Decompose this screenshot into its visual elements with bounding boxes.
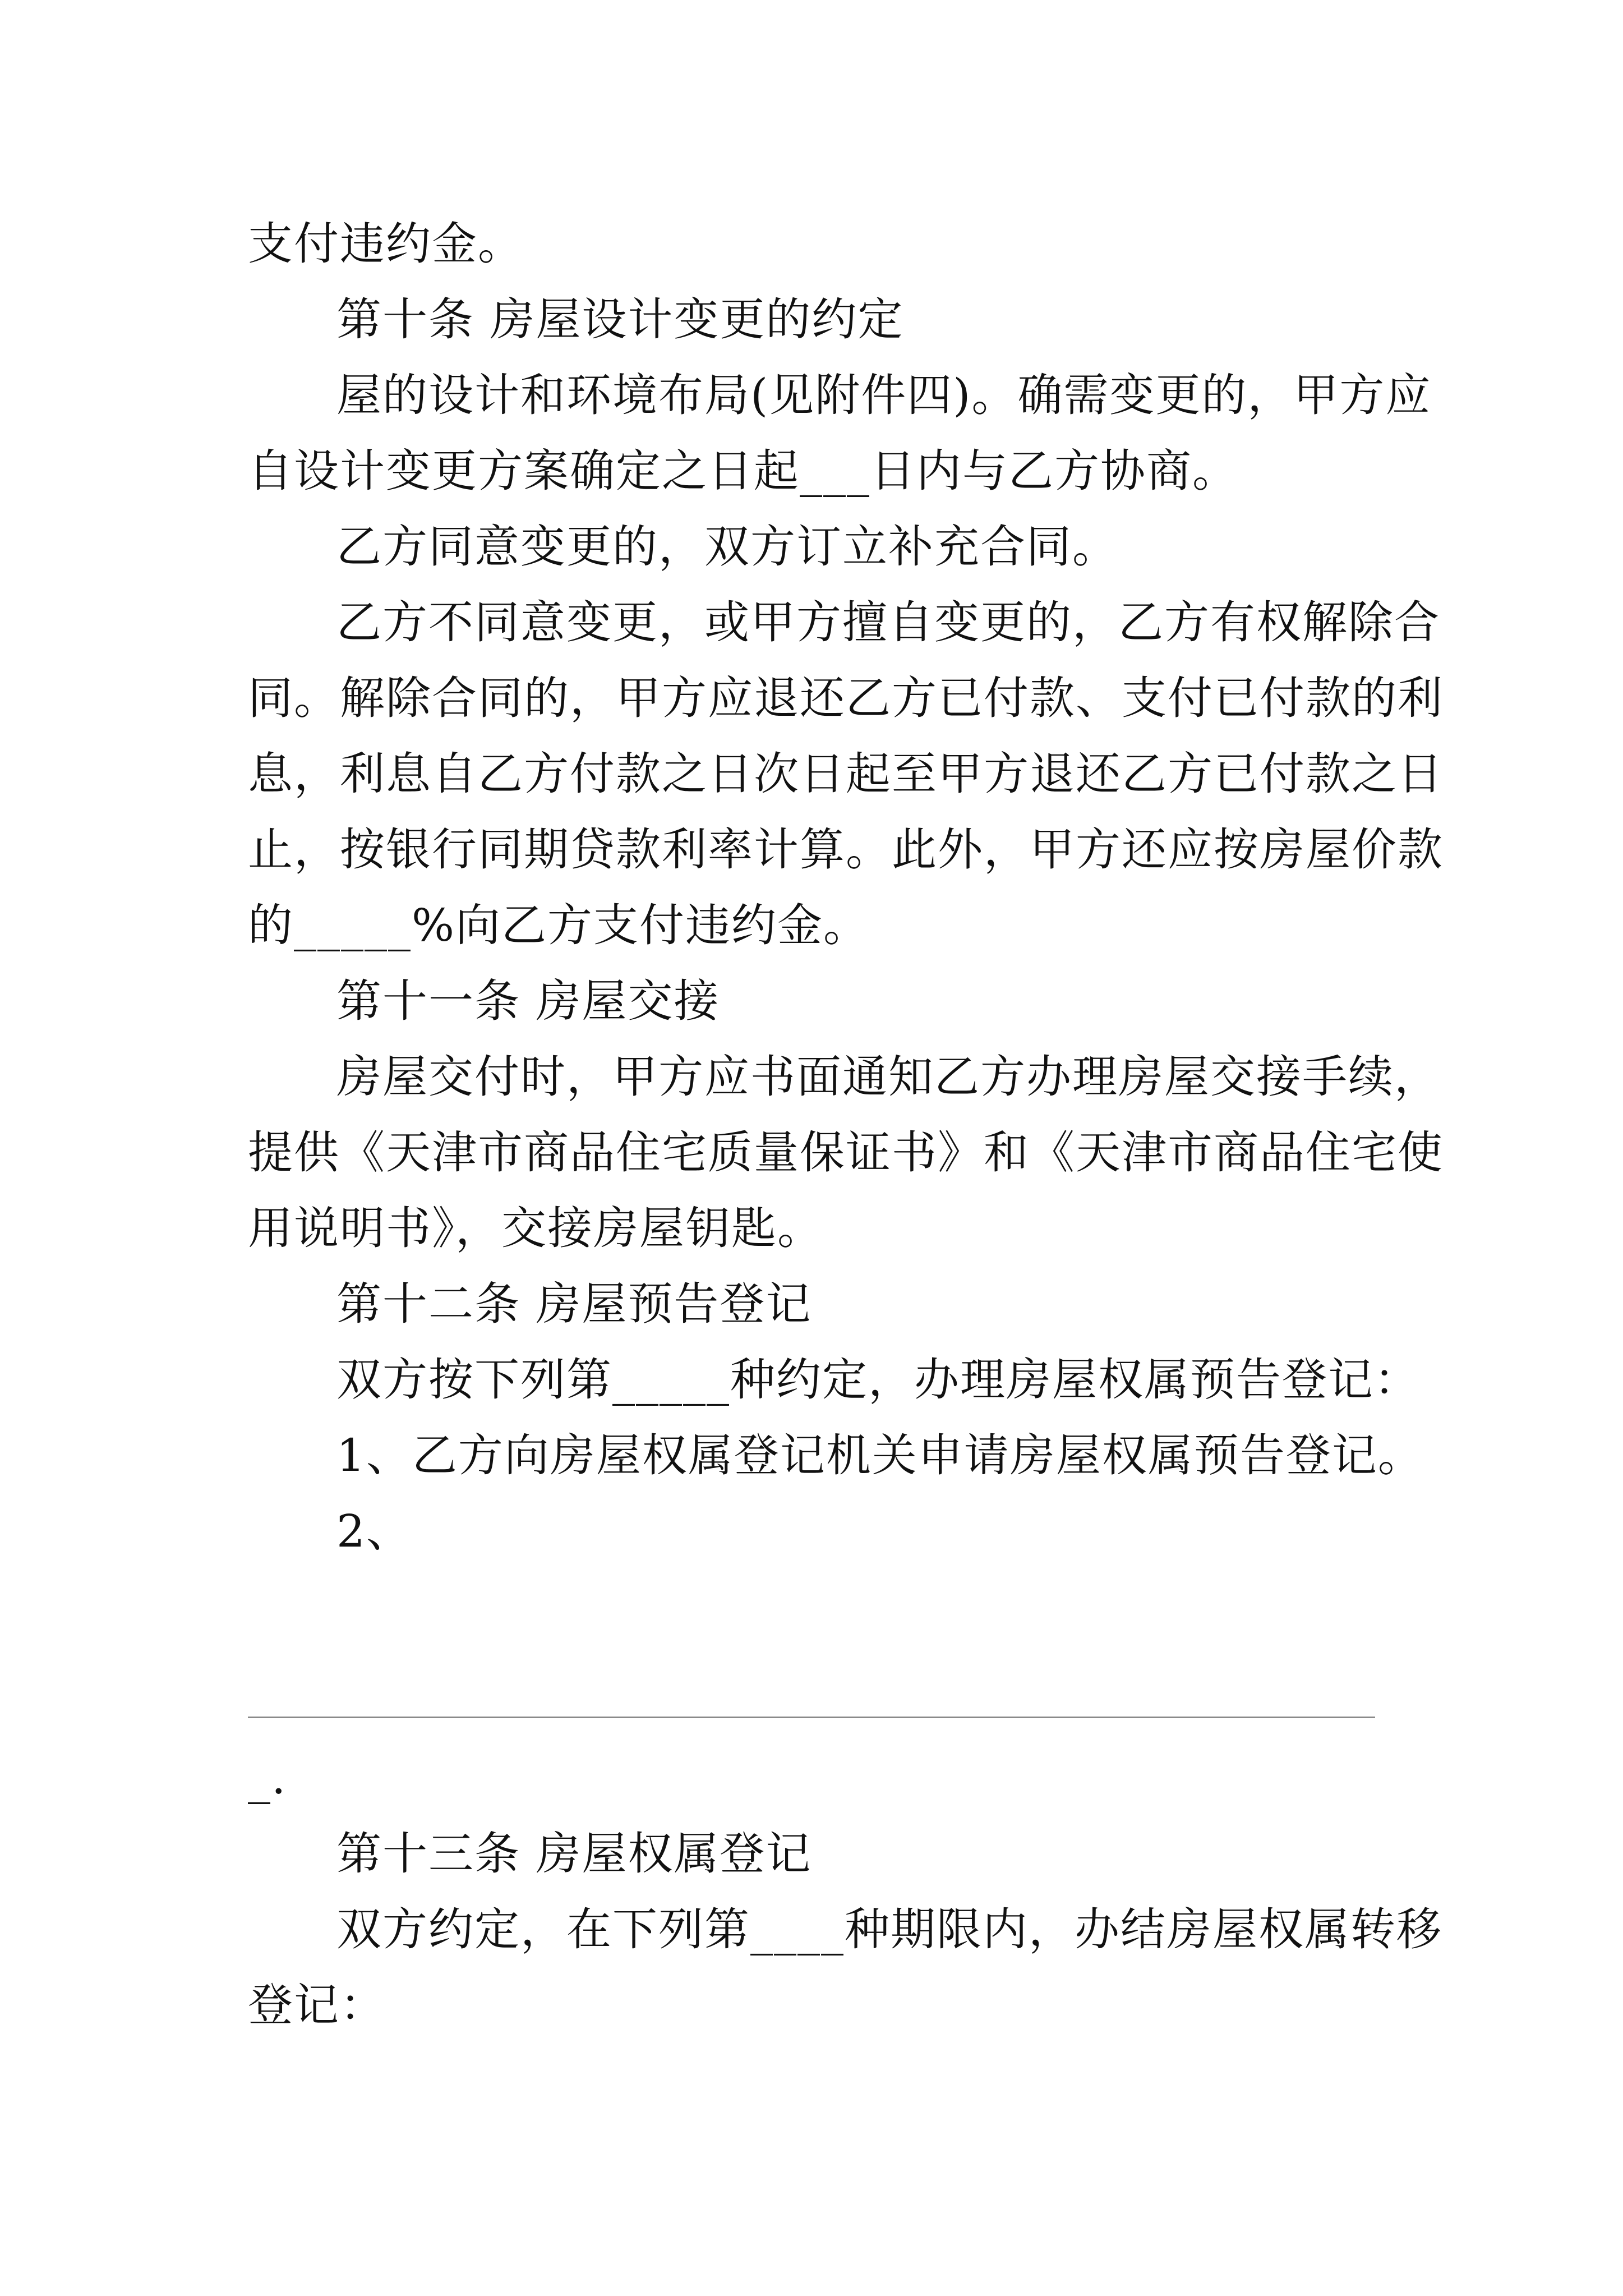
paragraph-line: 登记： bbox=[248, 1979, 386, 2031]
paragraph-line: 用说明书》，交接房屋钥匙。 bbox=[248, 1202, 823, 1254]
article-heading: 第十一条 房屋交接 bbox=[336, 975, 720, 1027]
paragraph-line: 乙方同意变更的，双方订立补充合同。 bbox=[336, 521, 1118, 573]
list-item: 1、乙方向房屋权属登记机关申请房屋权属预告登记。 bbox=[336, 1429, 1424, 1481]
paragraph-line: 双方按下列第_____种约定，办理房屋权属预告登记： bbox=[336, 1354, 1420, 1406]
paragraph-line: 同。解除合同的，甲方应退还乙方已付款、支付已付款的利 bbox=[248, 672, 1444, 724]
paragraph-line: _. bbox=[248, 1752, 287, 1804]
article-heading: 第十三条 房屋权属登记 bbox=[336, 1828, 812, 1880]
paragraph-line: 止，按银行同期贷款利率计算。此外，甲方还应按房屋价款 bbox=[248, 823, 1444, 876]
paragraph-line: 乙方不同意变更，或甲方擅自变更的，乙方有权解除合 bbox=[336, 596, 1440, 648]
paragraph-line: 提供《天津市商品住宅质量保证书》和《天津市商品住宅使 bbox=[248, 1126, 1444, 1179]
paragraph-line: 房屋交付时，甲方应书面通知乙方办理房屋交接手续， bbox=[336, 1051, 1440, 1103]
paragraph-line: 自设计变更方案确定之日起___日内与乙方协商。 bbox=[248, 445, 1238, 497]
paragraph-line: 屋的设计和环境布局(见附件四)。确需变更的，甲方应 bbox=[336, 369, 1432, 421]
paragraph-line: 的_____%向乙方支付违约金。 bbox=[248, 899, 870, 951]
article-heading: 第十二条 房屋预告登记 bbox=[336, 1278, 812, 1330]
list-item: 2、 bbox=[336, 1505, 412, 1557]
paragraph-line: 支付违约金。 bbox=[248, 218, 524, 270]
paragraph-line: 双方约定，在下列第____种期限内，办结房屋权属转移 bbox=[336, 1903, 1442, 1955]
fill-in-blank-line bbox=[248, 1717, 1375, 1718]
paragraph-line: 息，利息自乙方付款之日次日起至甲方退还乙方已付款之日 bbox=[248, 748, 1444, 800]
article-heading: 第十条 房屋设计变更的约定 bbox=[336, 293, 904, 346]
